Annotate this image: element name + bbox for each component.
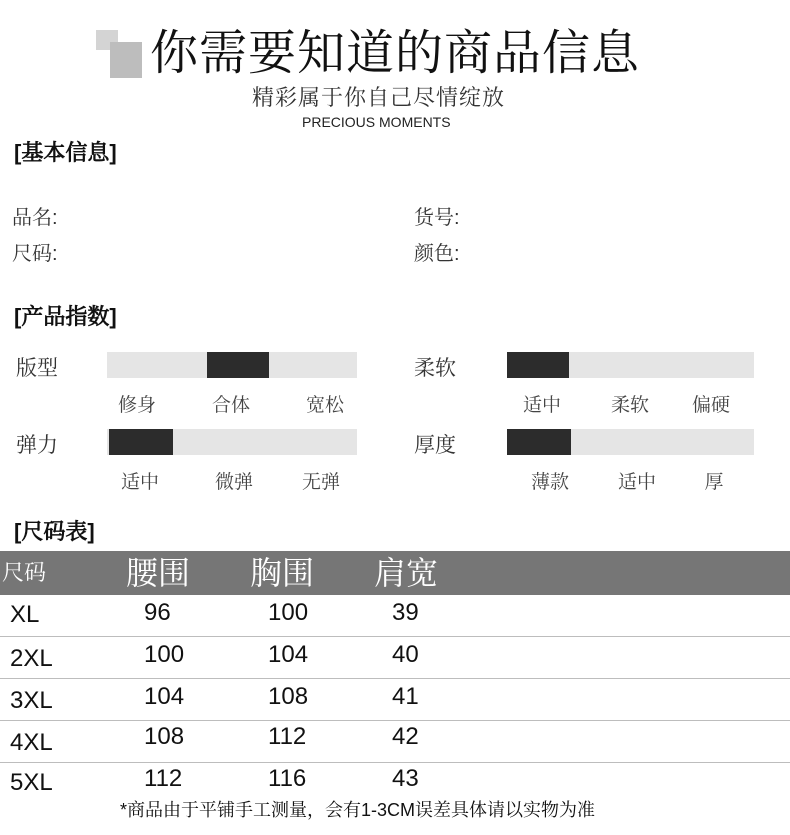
cell-shoulder: 40 [392,641,419,668]
section-size-chart: [尺码表] [14,519,95,544]
metric-softness-bar [507,352,754,378]
measurement-note: *商品由于平铺手工测量，会有1-3CM误差具体请以实物为准 [120,800,596,820]
cell-waist: 112 [144,765,183,792]
metric-fit-label: 版型 [16,357,58,380]
item-number-label: 货号: [414,207,460,229]
metric-fit-option: 合体 [211,395,251,416]
cell-shoulder: 42 [392,723,419,750]
metric-thickness-bar [507,429,754,455]
metric-fit-option: 宽松 [305,395,345,416]
column-header-shoulder: 肩宽 [374,555,439,591]
color-label: 颜色: [414,243,460,265]
table-row [0,679,790,721]
cell-size: 5XL [10,769,53,796]
column-header-chest: 胸围 [250,555,315,591]
size-table-header [0,551,790,595]
metric-softness-label: 柔软 [414,357,456,380]
size-label: 尺码: [12,243,58,265]
cell-chest: 116 [268,765,307,792]
metric-elasticity-option: 适中 [120,472,160,493]
cell-shoulder: 43 [392,765,419,792]
section-product-index: [产品指数] [14,304,117,329]
metric-elasticity-bar [107,429,357,455]
cell-chest: 108 [268,683,309,710]
cell-shoulder: 41 [392,683,419,710]
page-subtitle: 精彩属于你自己尽情绽放 [252,85,506,110]
metric-fit-bar [107,352,357,378]
metric-fit-indicator [207,352,269,378]
cell-waist: 96 [144,599,171,626]
table-row [0,763,790,797]
cell-waist: 108 [144,723,185,750]
table-row [0,637,790,679]
metric-thickness-indicator [507,429,571,455]
metric-thickness-option: 适中 [617,472,657,493]
cell-chest: 100 [268,599,309,626]
metric-fit-option: 修身 [117,395,157,416]
metric-softness-indicator [507,352,569,378]
brand-logo [96,30,142,78]
cell-size: 2XL [10,645,53,672]
column-header-waist: 腰围 [126,555,191,591]
metric-thickness-option: 厚 [704,472,724,493]
metric-thickness-option: 薄款 [530,472,570,493]
metric-thickness-label: 厚度 [414,434,456,457]
metric-elasticity-label: 弹力 [16,434,58,457]
section-basic-info: [基本信息] [14,140,117,165]
product-name-label: 品名: [12,207,58,229]
column-header-size: 尺码 [2,560,47,585]
cell-waist: 100 [144,641,185,668]
metric-elasticity-option: 微弹 [214,472,254,493]
page-subtitle-en: PRECIOUS MOMENTS [302,114,451,130]
table-row [0,595,790,637]
cell-chest: 104 [268,641,309,668]
metric-softness-option: 柔软 [610,395,650,416]
metric-softness-option: 适中 [522,395,562,416]
cell-chest: 112 [268,723,307,750]
metric-elasticity-option: 无弹 [301,472,341,493]
page-title: 你需要知道的商品信息 [150,27,641,80]
table-row [0,721,790,763]
cell-size: 4XL [10,729,53,756]
metric-elasticity-indicator [109,429,173,455]
cell-size: 3XL [10,687,53,714]
cell-size: XL [10,601,40,628]
cell-waist: 104 [144,683,185,710]
cell-shoulder: 39 [392,599,419,626]
metric-softness-option: 偏硬 [691,395,731,416]
